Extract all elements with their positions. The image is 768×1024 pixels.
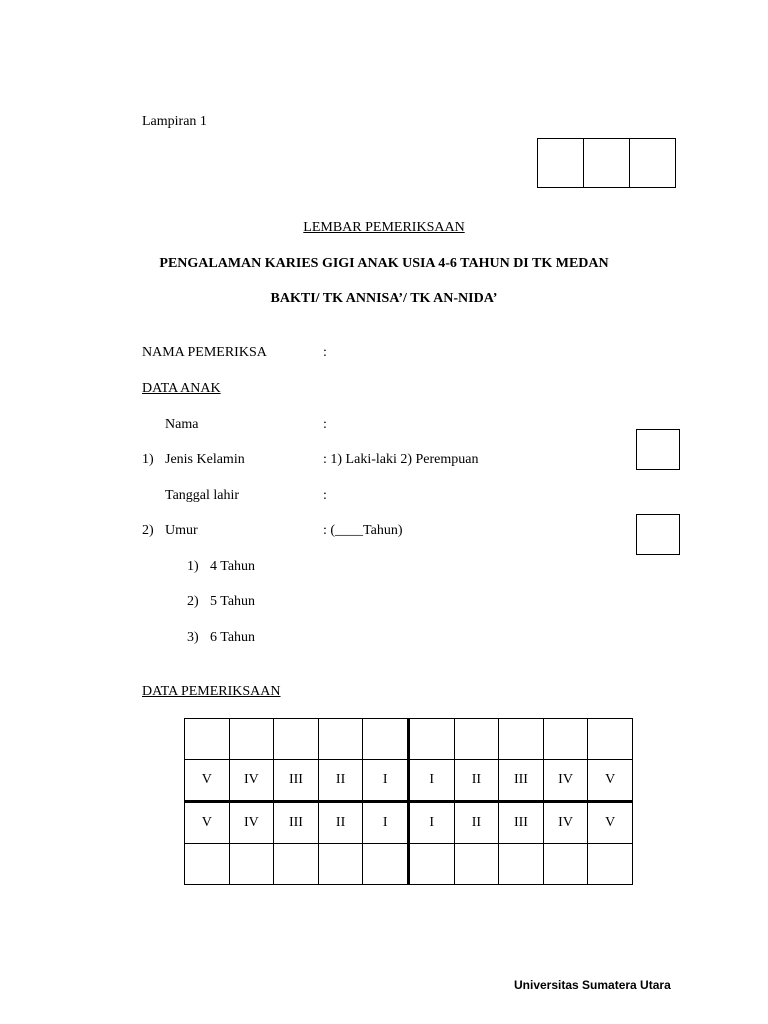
code-box-2[interactable]	[584, 138, 630, 188]
tooth-number-cell: II	[454, 802, 499, 844]
tooth-mark-cell[interactable]	[408, 719, 454, 760]
tooth-mark-cell[interactable]	[318, 719, 363, 760]
tooth-number-cell: IV	[229, 802, 274, 844]
birthdate-label: Tanggal lahir	[165, 488, 240, 503]
respondent-code-boxes	[537, 138, 676, 188]
form-subtitle-line-2: BAKTI/ TK ANNISA’/ TK AN-NIDA’	[270, 291, 498, 306]
tooth-mark-cell[interactable]	[588, 719, 633, 760]
age-option-label: 5 Tahun	[210, 594, 256, 609]
age-option-number: 1)	[187, 559, 199, 574]
code-box-3[interactable]	[630, 138, 676, 188]
age-option-number: 2)	[187, 594, 199, 609]
tooth-mark-cell[interactable]	[499, 719, 544, 760]
tooth-number-cell: III	[499, 802, 544, 844]
tooth-mark-cell[interactable]	[185, 844, 230, 885]
tooth-chart	[184, 718, 633, 885]
age-option-number: 3)	[187, 630, 199, 645]
tooth-number-cell: IV	[229, 760, 274, 802]
tooth-mark-cell[interactable]	[318, 844, 363, 885]
age-number: 2)	[142, 523, 154, 538]
examiner-colon: :	[323, 345, 327, 360]
tooth-chart-row-upper-marks	[185, 719, 633, 760]
tooth-mark-cell[interactable]	[408, 844, 454, 885]
tooth-number-cell: IV	[543, 802, 588, 844]
tooth-number-cell: I	[363, 760, 409, 802]
tooth-chart-row-lower-numbers	[185, 802, 633, 844]
tooth-mark-cell[interactable]	[274, 719, 319, 760]
tooth-chart-row-upper-numbers	[185, 760, 633, 802]
tooth-number-cell: IV	[543, 760, 588, 802]
tooth-number-cell: I	[363, 802, 409, 844]
tooth-number-cell: III	[274, 802, 319, 844]
form-title: LEMBAR PEMERIKSAAN	[303, 220, 465, 235]
gender-label: Jenis Kelamin	[165, 452, 245, 467]
tooth-number-cell: V	[185, 802, 230, 844]
tooth-mark-cell[interactable]	[363, 719, 409, 760]
tooth-number-cell: I	[408, 760, 454, 802]
form-subtitle-line-1: PENGALAMAN KARIES GIGI ANAK USIA 4-6 TAHUN DI TK MEDAN	[159, 256, 609, 271]
tooth-number-cell: I	[408, 802, 454, 844]
tooth-mark-cell[interactable]	[588, 844, 633, 885]
tooth-mark-cell[interactable]	[185, 719, 230, 760]
tooth-mark-cell[interactable]	[454, 844, 499, 885]
tooth-mark-cell[interactable]	[229, 719, 274, 760]
code-box-1[interactable]	[537, 138, 584, 188]
tooth-number-cell: V	[185, 760, 230, 802]
tooth-number-cell: II	[454, 760, 499, 802]
tooth-number-cell: V	[588, 802, 633, 844]
tooth-mark-cell[interactable]	[543, 844, 588, 885]
tooth-number-cell: V	[588, 760, 633, 802]
tooth-number-cell: II	[318, 802, 363, 844]
tooth-number-cell: II	[318, 760, 363, 802]
attachment-label: Lampiran 1	[142, 114, 207, 129]
tooth-mark-cell[interactable]	[454, 719, 499, 760]
examiner-label: NAMA PEMERIKSA	[142, 345, 267, 360]
age-option-label: 4 Tahun	[210, 559, 256, 574]
age-value: : (____Tahun)	[323, 523, 403, 538]
name-label: Nama	[165, 417, 199, 432]
child-data-heading: DATA ANAK	[142, 381, 221, 396]
tooth-mark-cell[interactable]	[543, 719, 588, 760]
tooth-mark-cell[interactable]	[274, 844, 319, 885]
age-option-label: 6 Tahun	[210, 630, 256, 645]
tooth-mark-cell[interactable]	[229, 844, 274, 885]
gender-options: : 1) Laki-laki 2) Perempuan	[323, 452, 479, 467]
gender-number: 1)	[142, 452, 154, 467]
birthdate-colon: :	[323, 488, 327, 503]
tooth-number-cell: III	[499, 760, 544, 802]
footer-university: Universitas Sumatera Utara	[514, 978, 671, 992]
tooth-mark-cell[interactable]	[499, 844, 544, 885]
tooth-chart-row-lower-marks	[185, 844, 633, 885]
exam-data-heading: DATA PEMERIKSAAN	[142, 684, 281, 699]
tooth-mark-cell[interactable]	[363, 844, 409, 885]
tooth-number-cell: III	[274, 760, 319, 802]
name-colon: :	[323, 417, 327, 432]
age-label: Umur	[165, 523, 198, 538]
age-code-box[interactable]	[636, 514, 680, 555]
gender-code-box[interactable]	[636, 429, 680, 470]
